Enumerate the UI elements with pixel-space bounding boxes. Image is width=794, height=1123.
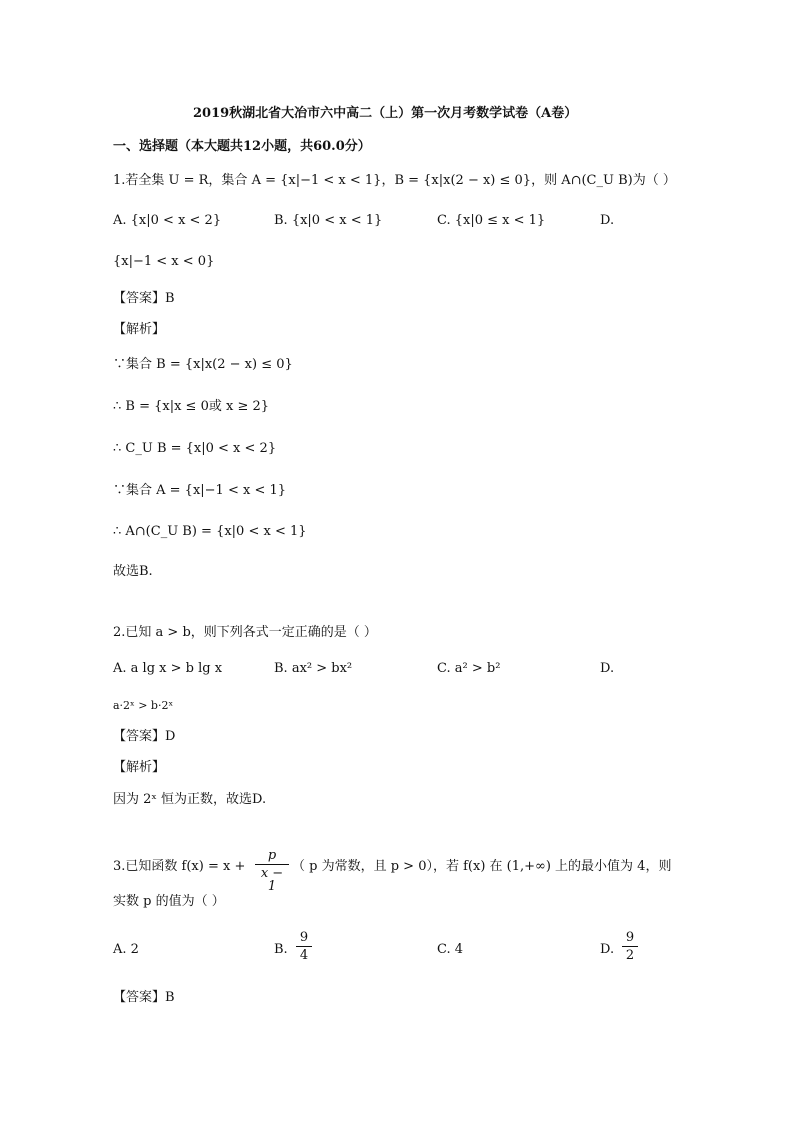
- q1-option-a: A. {x|0 < x < 2}: [113, 213, 222, 228]
- q3-option-b-numerator: 9: [299, 930, 309, 945]
- q1-analysis-label: 【解析】: [113, 322, 166, 337]
- q1-step-3: ∴ C_U B = {x|0 < x < 2}: [113, 441, 277, 456]
- q3-option-a: A. 2: [113, 942, 139, 957]
- q1-step-2: ∴ B = {x|x ≤ 0或 x ≥ 2}: [113, 399, 270, 414]
- q1-conclusion: 故选B.: [113, 564, 153, 579]
- q2-option-c: C. a² > b²: [437, 661, 501, 676]
- q1-option-d: D.: [600, 213, 615, 228]
- q1-answer: 【答案】B: [113, 291, 175, 306]
- q3-option-b-fraction: [296, 931, 312, 962]
- q2-analysis-label: 【解析】: [113, 760, 166, 775]
- q2-option-b: B. ax² > bx²: [274, 661, 353, 676]
- q3-fraction-denominator: x − 1: [260, 866, 284, 894]
- q2-stem: 2.已知 a > b，则下列各式一定正确的是（ ）: [113, 625, 377, 640]
- page-title: 2019秋湖北省大冶市六中高二（上）第一次月考数学试卷（A卷）: [193, 106, 578, 121]
- q3-fraction: [255, 849, 289, 893]
- q1-stem: 1.若全集 U = R，集合 A = {x|−1 < x < 1}，B = {x|x(2 − x) ≤ 0}，则 A∩(C_U B)为（ ）: [113, 173, 676, 188]
- q1-option-d-content: {x|−1 < x < 0}: [113, 254, 215, 269]
- q3-option-b-label: B.: [274, 942, 288, 957]
- q2-explanation: 因为 2ˣ 恒为正数，故选D.: [113, 792, 267, 807]
- q3-option-b-denominator: 4: [299, 948, 309, 963]
- q1-step-4: ∵集合 A = {x|−1 < x < 1}: [113, 483, 287, 498]
- q2-option-d: D.: [600, 661, 615, 676]
- q1-step-5: ∴ A∩(C_U B) = {x|0 < x < 1}: [113, 524, 307, 539]
- q1-option-c: C. {x|0 ≤ x < 1}: [437, 213, 546, 228]
- q1-option-b: B. {x|0 < x < 1}: [274, 213, 383, 228]
- q3-option-c: C. 4: [437, 942, 464, 957]
- q3-option-d-numerator: 9: [625, 930, 635, 945]
- q3-answer: 【答案】B: [113, 990, 175, 1005]
- q3-option-d-denominator: 2: [625, 948, 635, 963]
- q2-option-a: A. a lg x > b lg x: [113, 661, 223, 676]
- q3-stem-line-2: 实数 p 的值为（ ）: [113, 894, 225, 909]
- q3-option-d-label: D.: [600, 942, 615, 957]
- q3-stem-part-1: 3.已知函数 f(x) = x +: [113, 859, 246, 874]
- q2-option-d-content: a·2ˣ > b·2ˣ: [113, 699, 174, 712]
- q3-option-d-fraction: [622, 931, 638, 962]
- q3-stem-part-2: （ p 为常数，且 p > 0），若 f(x) 在 (1,+∞) 上的最小值为 4，则: [292, 859, 672, 874]
- q3-fraction-numerator: p: [267, 848, 277, 863]
- q1-step-1: ∵集合 B = {x|x(2 − x) ≤ 0}: [113, 357, 293, 372]
- q2-answer: 【答案】D: [113, 729, 176, 744]
- section-heading: 一、选择题（本大题共12小题，共60.0分）: [113, 139, 371, 154]
